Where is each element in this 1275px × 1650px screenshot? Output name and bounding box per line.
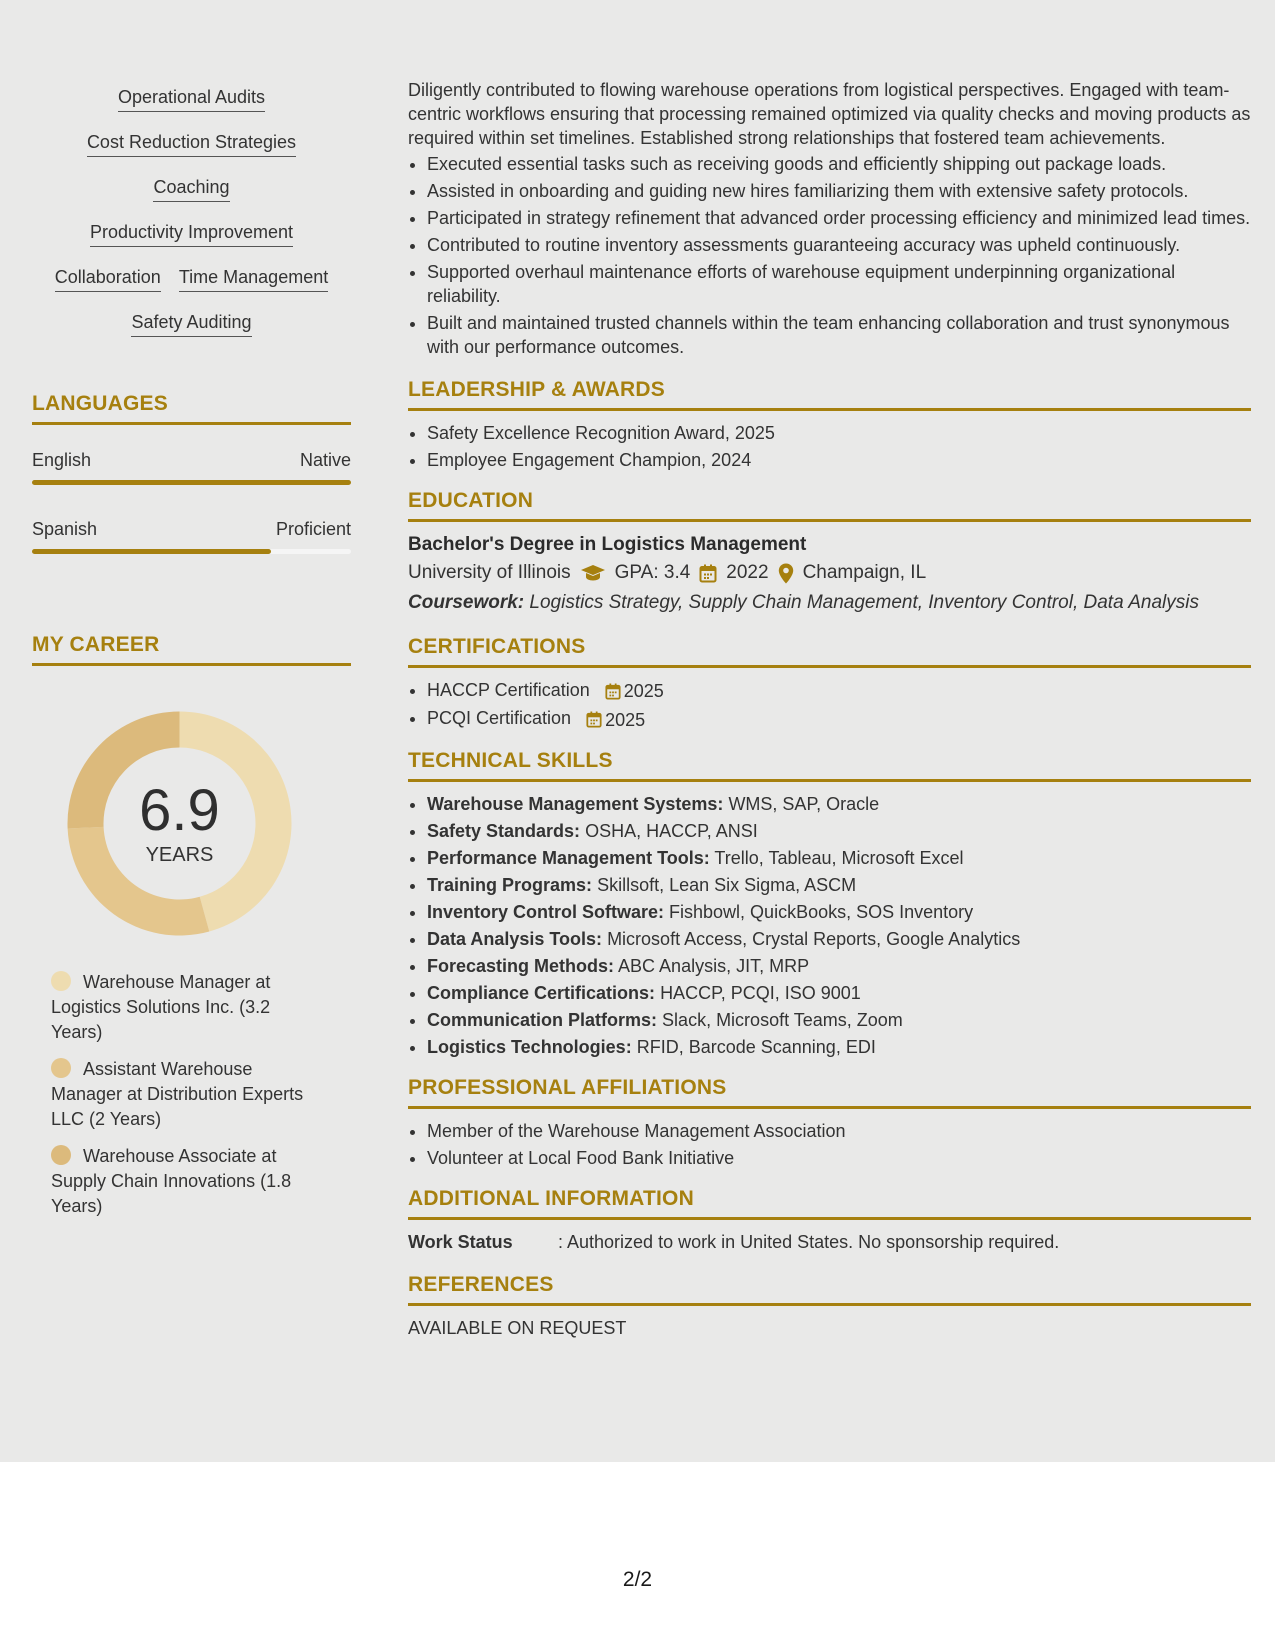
list-item	[427, 927, 1251, 951]
leadership-list	[408, 421, 1251, 472]
language-level: Native	[299, 450, 351, 470]
languages-title: LANGUAGES	[32, 392, 351, 425]
list-item	[427, 1035, 1251, 1059]
career-title: MY CAREER	[32, 633, 351, 666]
work-status	[408, 1230, 1251, 1254]
skill-values: Slack, Microsoft Teams, Zoom	[662, 1009, 903, 1030]
skill-category: Communication Platforms:	[427, 1009, 658, 1030]
career-legend-item	[51, 970, 326, 1045]
career-unit: YEARS	[145, 844, 214, 866]
skill-tag: Coaching	[153, 175, 229, 202]
legend-dot-icon	[51, 1058, 71, 1078]
skill-values: ABC Analysis, JIT, MRP	[618, 955, 810, 976]
list-item: • Volunteer at Local Food Bank Initiative	[427, 1146, 1251, 1170]
calendar-icon	[586, 711, 602, 728]
career-legend-item	[51, 1057, 326, 1132]
skill-values: Fishbowl, QuickBooks, SOS Inventory	[669, 901, 974, 922]
skill-tag: Cost Reduction Strategies	[87, 130, 296, 157]
career-total: 6.9	[139, 778, 220, 843]
references-text: AVAILABLE ON REQUEST	[408, 1317, 627, 1338]
work-status-label: Work Status	[408, 1231, 513, 1252]
affiliations-title: PROFESSIONAL AFFILIATIONS	[408, 1075, 1251, 1109]
experience-bullets	[408, 152, 1251, 359]
skill-category: Safety Standards:	[427, 820, 581, 841]
education-school: University of Illinois	[408, 562, 571, 583]
career-legend	[51, 970, 326, 1231]
technical-skills-list	[408, 792, 1251, 1059]
career-role: Warehouse Manager at Logistics Solutions Inc. (3.2 Years)	[51, 972, 271, 1042]
skill-category: Data Analysis Tools:	[427, 928, 603, 949]
additional-info-title: ADDITIONAL INFORMATION	[408, 1186, 1251, 1220]
language-bar-fill	[32, 480, 351, 485]
language-name: Spanish	[32, 519, 98, 539]
list-item: • Executed essential tasks such as receiving goods and efficiently shipping out package loads.	[427, 152, 1251, 176]
certifications-title: CERTIFICATIONS	[408, 634, 1251, 668]
work-status-value: : Authorized to work in United States. No sponsorship required.	[558, 1231, 1060, 1252]
skill-category: Performance Management Tools:	[427, 847, 710, 868]
skill-tag-row	[32, 220, 351, 265]
skill-tag: Time Management	[179, 265, 328, 292]
certification-name: PCQI Certification	[427, 708, 572, 729]
skill-tag: Collaboration	[55, 265, 161, 292]
location-pin-icon	[778, 563, 794, 584]
list-item: • Built and maintained trusted channels within the team enhancing collaboration and trust synonymous with our performance outcomes.	[427, 311, 1251, 359]
skill-category: Forecasting Methods:	[427, 955, 615, 976]
education-coursework	[408, 588, 1251, 618]
list-item: • Safety Excellence Recognition Award, 2025	[427, 421, 1251, 445]
calendar-icon	[605, 683, 621, 700]
education-title: EDUCATION	[408, 488, 1251, 522]
skill-category: Compliance Certifications:	[427, 982, 656, 1003]
certification-name: HACCP Certification	[427, 680, 590, 700]
skill-tag-row	[32, 175, 351, 220]
skills-tags	[32, 85, 351, 355]
education-location: Champaign, IL	[802, 562, 927, 583]
language-name: English	[32, 450, 92, 470]
list-item	[427, 819, 1251, 843]
calendar-icon	[699, 564, 717, 583]
skill-category: Training Programs:	[427, 874, 593, 895]
page-number: 2/2	[622, 1568, 653, 1591]
language-english	[32, 450, 351, 485]
skill-category: Inventory Control Software:	[427, 901, 665, 922]
legend-dot-icon	[51, 1145, 71, 1165]
list-item	[427, 873, 1251, 897]
skill-values: Skillsoft, Lean Six Sigma, ASCM	[597, 874, 857, 895]
list-item	[427, 981, 1251, 1005]
legend-dot-icon	[51, 971, 71, 991]
skill-values: WMS, SAP, Oracle	[728, 793, 880, 814]
education-details	[408, 558, 1251, 588]
graduation-cap-icon	[580, 564, 606, 582]
skill-values: OSHA, HACCP, ANSI	[585, 820, 758, 841]
list-item	[427, 1008, 1251, 1032]
skill-tag-row	[32, 130, 351, 175]
coursework-value: Logistics Strategy, Supply Chain Management, Inventory Control, Data Analysis	[529, 592, 1199, 613]
language-bar-fill	[32, 549, 271, 554]
list-item	[427, 706, 1251, 731]
career-donut-chart	[67, 711, 292, 936]
coursework-label: Coursework:	[408, 592, 525, 613]
language-bar	[32, 549, 351, 554]
experience-summary: Diligently contributed to flowing warehouse operations from logistical perspectives. Engaged with team-centric workflows ensuring that processing remained optimized via quality checks and moving products as required within set timelines. Established strong relationships that fostered team achievements.	[408, 80, 1251, 148]
list-item: • Employee Engagement Champion, 2024	[427, 448, 1251, 472]
skill-values: Trello, Tableau, Microsoft Excel	[714, 847, 964, 868]
language-bar	[32, 480, 351, 485]
skill-tag-row	[32, 310, 351, 355]
skill-category: Logistics Technologies:	[427, 1036, 632, 1057]
career-role: Assistant Warehouse Manager at Distribution Experts LLC (2 Years)	[51, 1059, 304, 1129]
list-item	[427, 678, 1251, 703]
references-title: REFERENCES	[408, 1272, 1251, 1306]
certification-year: 2025	[623, 681, 664, 702]
certifications-list	[408, 678, 1251, 732]
skill-category: Warehouse Management Systems:	[427, 793, 724, 814]
career-role: Warehouse Associate at Supply Chain Innovations (1.8 Years)	[51, 1146, 292, 1216]
skill-tag-row	[32, 85, 351, 130]
leadership-title: LEADERSHIP & AWARDS	[408, 377, 1251, 411]
certification-year: 2025	[605, 709, 646, 730]
skill-tag-row	[32, 265, 351, 310]
language-level: Proficient	[275, 519, 351, 539]
list-item: • Contributed to routine inventory assessments guaranteeing accuracy was upheld continuously.	[427, 233, 1251, 257]
right-column	[408, 78, 1251, 1340]
list-item	[427, 846, 1251, 870]
skill-tag: Safety Auditing	[131, 310, 251, 337]
affiliations-list	[408, 1119, 1251, 1170]
list-item	[427, 954, 1251, 978]
education-year: 2022	[726, 562, 769, 583]
skill-values: HACCP, PCQI, ISO 9001	[660, 982, 861, 1003]
skill-values: Microsoft Access, Crystal Reports, Google Analytics	[607, 928, 1021, 949]
technical-skills-title: TECHNICAL SKILLS	[408, 748, 1251, 782]
career-legend-item	[51, 1144, 326, 1219]
skill-tag: Operational Audits	[118, 85, 265, 112]
language-spanish	[32, 519, 351, 554]
skill-values: RFID, Barcode Scanning, EDI	[636, 1036, 876, 1057]
list-item: • Member of the Warehouse Management Association	[427, 1119, 1251, 1143]
list-item: • Supported overhaul maintenance efforts of warehouse equipment underpinning organizational reliability.	[427, 260, 1251, 308]
skill-tag: Productivity Improvement	[90, 220, 293, 247]
education-degree: Bachelor's Degree in Logistics Management	[408, 534, 807, 555]
education-gpa: GPA: 3.4	[614, 562, 691, 583]
list-item: • Assisted in onboarding and guiding new hires familiarizing them with extensive safety protocols.	[427, 179, 1251, 203]
list-item	[427, 900, 1251, 924]
list-item: • Participated in strategy refinement that advanced order processing efficiency and minimized lead times.	[427, 206, 1251, 230]
list-item	[427, 792, 1251, 816]
